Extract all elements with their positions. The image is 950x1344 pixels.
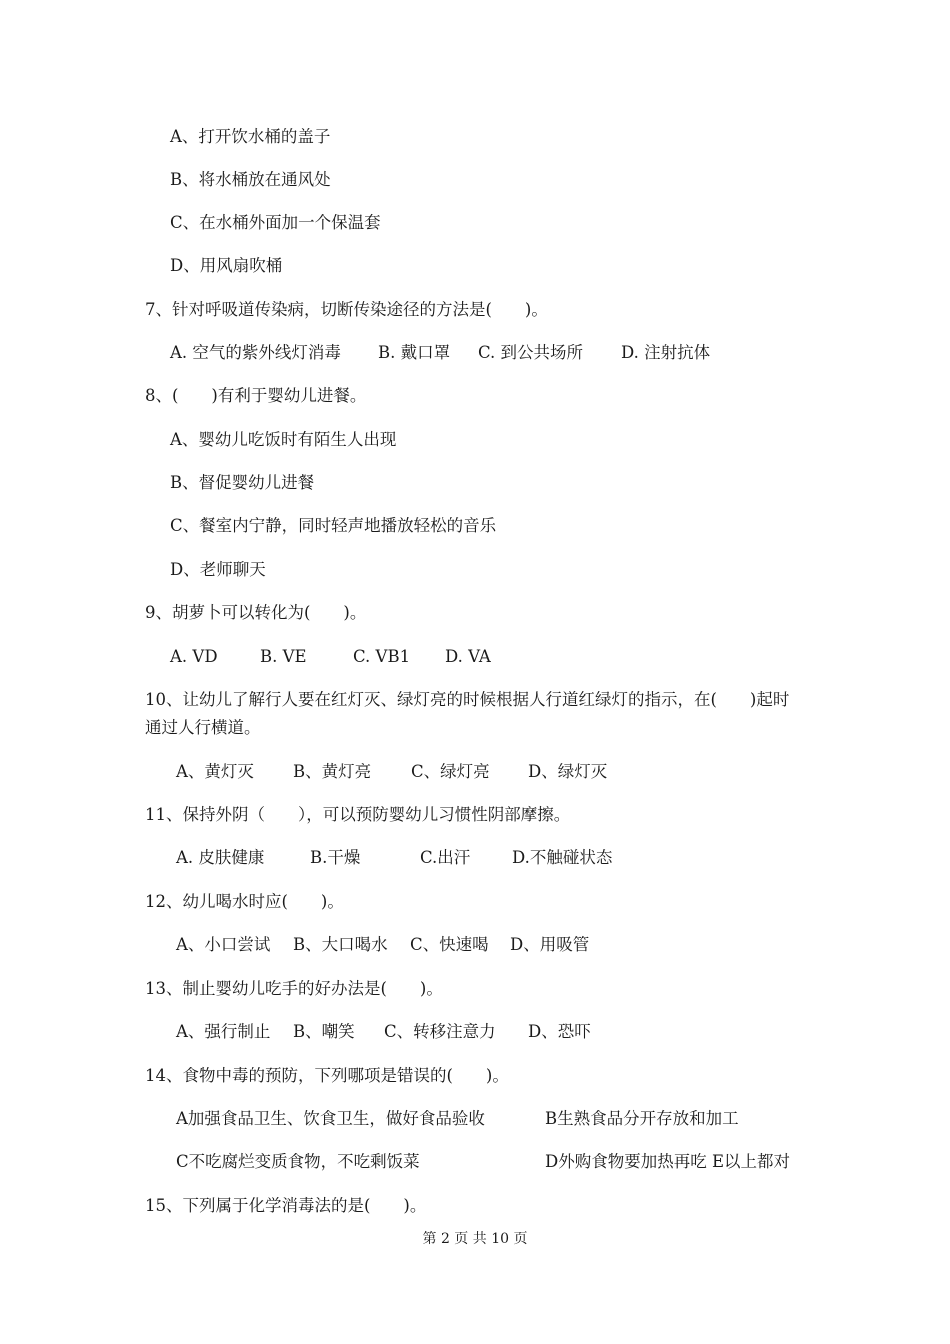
question-8-stem: 8、( )有利于婴幼儿进餐。 bbox=[145, 386, 367, 405]
q12-option-a: A、小口尝试 bbox=[176, 935, 271, 954]
q6-option-c: C、在水桶外面加一个保温套 bbox=[170, 213, 381, 232]
q8-option-b: B、督促婴幼儿进餐 bbox=[170, 473, 315, 492]
q9-option-c: C. VB1 bbox=[353, 647, 411, 666]
q14-option-c: C不吃腐烂变质食物，不吃剩饭菜 bbox=[176, 1152, 420, 1171]
q7-option-b: B. 戴口罩 bbox=[378, 343, 451, 362]
question-11-stem: 11、保持外阴（ ），可以预防婴幼儿习惯性阴部摩擦。 bbox=[145, 805, 571, 824]
q8-option-d: D、老师聊天 bbox=[170, 560, 266, 579]
q12-option-d: D、用吸管 bbox=[510, 935, 590, 954]
question-11-options bbox=[176, 847, 612, 869]
q14-option-d: D外购食物要加热再吃 E以上都对 bbox=[545, 1152, 791, 1171]
question-13-options bbox=[176, 1021, 591, 1043]
q14-option-a: A加强食品卫生、饮食卫生，做好食品验收 bbox=[176, 1109, 485, 1128]
q7-option-a: A. 空气的紫外线灯消毒 bbox=[170, 343, 341, 362]
question-15-stem: 15、下列属于化学消毒法的是( )。 bbox=[145, 1196, 427, 1215]
q7-option-c: C. 到公共场所 bbox=[478, 343, 584, 362]
q13-option-b: B、嘲笑 bbox=[293, 1022, 355, 1041]
q6-option-b: B、将水桶放在通风处 bbox=[170, 170, 331, 189]
question-12-options bbox=[176, 934, 589, 956]
question-10-stem-line1: 10、让幼儿了解行人要在红灯灭、绿灯亮的时候根据人行道红绿灯的指示，在( )起时 bbox=[145, 690, 790, 709]
q10-option-d: D、绿灯灭 bbox=[528, 762, 608, 781]
q9-option-d: D. VA bbox=[445, 647, 491, 666]
q6-option-d: D、用风扇吹桶 bbox=[170, 256, 283, 275]
q11-option-b: B.干燥 bbox=[310, 848, 361, 867]
q11-option-d: D.不触碰状态 bbox=[512, 848, 613, 867]
q9-option-a: A. VD bbox=[170, 647, 218, 666]
q11-option-c: C.出汗 bbox=[420, 848, 471, 867]
q8-option-c: C、餐室内宁静，同时轻声地播放轻松的音乐 bbox=[170, 516, 497, 535]
q14-option-b: B生熟食品分开存放和加工 bbox=[545, 1109, 739, 1128]
q10-option-b: B、黄灯亮 bbox=[293, 762, 372, 781]
q9-option-b: B. VE bbox=[260, 647, 307, 666]
question-13-stem: 13、制止婴幼儿吃手的好办法是( )。 bbox=[145, 979, 443, 998]
question-7-options bbox=[170, 342, 710, 364]
question-14-stem: 14、食物中毒的预防，下列哪项是错误的( )。 bbox=[145, 1066, 509, 1085]
q11-option-a: A. 皮肤健康 bbox=[176, 848, 265, 867]
question-10-stem-line2: 通过人行横道。 bbox=[145, 718, 261, 737]
q13-option-a: A、强行制止 bbox=[176, 1022, 271, 1041]
q10-option-c: C、绿灯亮 bbox=[411, 762, 490, 781]
q7-option-d: D. 注射抗体 bbox=[621, 343, 711, 362]
question-12-stem: 12、幼儿喝水时应( )。 bbox=[145, 892, 344, 911]
question-9-stem: 9、胡萝卜可以转化为( )。 bbox=[145, 603, 367, 622]
page-number-footer: 第 2 页 共 10 页 bbox=[422, 1231, 528, 1247]
question-9-options bbox=[170, 646, 491, 668]
question-7-stem: 7、针对呼吸道传染病，切断传染途径的方法是( )。 bbox=[145, 300, 548, 319]
q13-option-d: D、恐吓 bbox=[528, 1022, 591, 1041]
q12-option-b: B、大口喝水 bbox=[293, 935, 388, 954]
q8-option-a: A、婴幼儿吃饭时有陌生人出现 bbox=[170, 430, 397, 449]
q10-option-a: A、黄灯灭 bbox=[176, 762, 254, 781]
q6-option-a: A、打开饮水桶的盖子 bbox=[170, 127, 331, 146]
q12-option-c: C、快速喝 bbox=[410, 935, 489, 954]
q13-option-c: C、转移注意力 bbox=[384, 1022, 496, 1041]
question-10-options bbox=[176, 761, 607, 783]
